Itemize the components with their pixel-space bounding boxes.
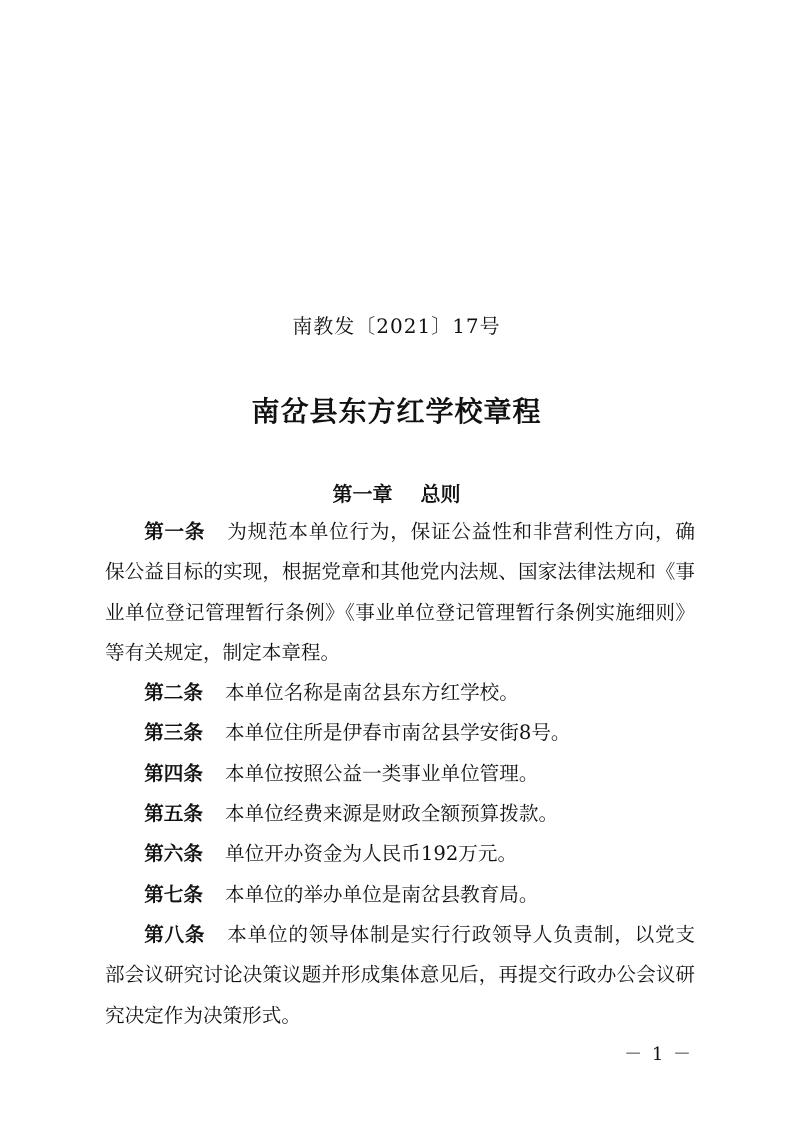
article-text: 本单位经费来源是财政全额预算拨款。 — [224, 802, 559, 826]
article-list — [105, 512, 695, 1036]
article-text: 本单位住所是伊春市南岔县学安街8号。 — [224, 721, 571, 745]
article-label: 第四条 — [144, 761, 203, 785]
article-2 — [105, 673, 695, 713]
document-number: 南教发〔2021〕17号 — [292, 314, 501, 338]
document-title: 南岔县东方红学校章程 — [251, 395, 542, 428]
article-7 — [105, 875, 695, 915]
article-8 — [105, 915, 695, 1036]
article-text: 本单位的举办单位是南岔县教育局。 — [224, 882, 539, 906]
article-3 — [105, 713, 695, 753]
article-text: 本单位名称是南岔县东方红学校。 — [224, 681, 519, 705]
article-text: 本单位按照公益一类事业单位管理。 — [224, 761, 539, 785]
article-label: 第六条 — [144, 842, 203, 866]
article-label: 第二条 — [144, 681, 203, 705]
page-number: － 1 － — [624, 1044, 693, 1065]
chapter-name: 总则 — [420, 482, 461, 506]
article-4 — [105, 754, 695, 794]
chapter-heading — [0, 478, 793, 507]
article-text: 本单位的领导体制是实行行政领导人负责制，以党支部会议研究讨论决策议题并形成集体意见后，再提交行政办公会议研究决定作为决策形式。 — [105, 922, 696, 1027]
article-label: 第一条 — [144, 520, 206, 543]
article-5 — [105, 794, 695, 834]
article-label: 第八条 — [144, 922, 206, 946]
article-label: 第三条 — [144, 721, 203, 745]
article-label: 第五条 — [144, 802, 203, 826]
chapter-number: 第一章 — [332, 482, 393, 506]
article-label: 第七条 — [144, 882, 203, 906]
article-text: 为规范本单位行为，保证公益性和非营利性方向，确保公益目标的实现，根据党章和其他党内法规、国家法律法规和《事业单位登记管理暂行条例》《事业单位登记管理暂行条例实施细则》等有关规定，制定本章程。 — [105, 520, 696, 664]
article-1 — [105, 512, 695, 673]
article-text: 单位开办资金为人民币192万元。 — [224, 842, 518, 866]
article-6 — [105, 834, 695, 874]
